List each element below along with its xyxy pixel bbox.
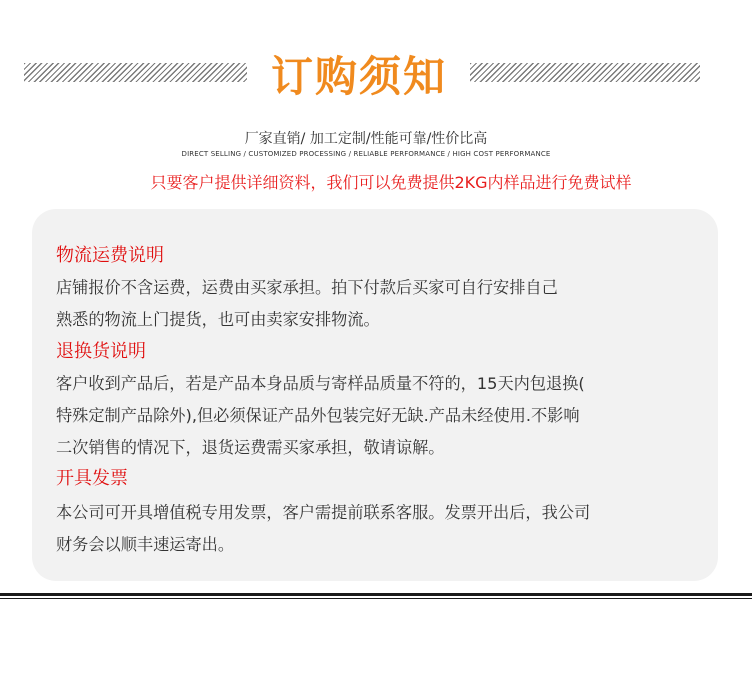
section-title-invoice: 开具发票 bbox=[56, 468, 128, 489]
section-line: 本公司可开具增值税专用发票，客户需提前联系客服。发票开出后，我公司 bbox=[56, 503, 591, 522]
free-sample-notice: 只要客户提供详细资料，我们可以免费提供2KG内样品进行免费试样 bbox=[150, 173, 632, 192]
section-line: 特殊定制产品除外),但必须保证产品外包装完好无缺.产品未经使用.不影响 bbox=[56, 406, 580, 425]
section-line: 客户收到产品后，若是产品本身品质与寄样品质量不符的，15天内包退换( bbox=[56, 374, 585, 393]
section-title-shipping: 物流运费说明 bbox=[56, 245, 164, 266]
title-decoration-left bbox=[24, 63, 247, 82]
slogan-english: DIRECT SELLING / CUSTOMIZED PROCESSING / RELIABLE PERFORMANCE / HIGH COST PERFORMANCE bbox=[181, 150, 551, 158]
section-line: 店铺报价不含运费，运费由买家承担。拍下付款后买家可自行安排自己 bbox=[56, 278, 558, 297]
section-title-returns: 退换货说明 bbox=[56, 341, 146, 362]
section-line: 二次销售的情况下，退货运费需买家承担，敬请谅解。 bbox=[56, 438, 445, 457]
section-line: 财务会以顺丰速运寄出。 bbox=[56, 535, 235, 554]
page-title: 订购须知 bbox=[270, 52, 447, 101]
section-line: 熟悉的物流上门提货，也可由卖家安排物流。 bbox=[56, 310, 380, 329]
bottom-divider bbox=[0, 593, 752, 596]
bottom-divider-thin bbox=[0, 598, 752, 599]
slogan: 厂家直销/ 加工定制/性能可靠/性价比高 bbox=[244, 131, 488, 147]
title-decoration-right bbox=[470, 63, 700, 82]
